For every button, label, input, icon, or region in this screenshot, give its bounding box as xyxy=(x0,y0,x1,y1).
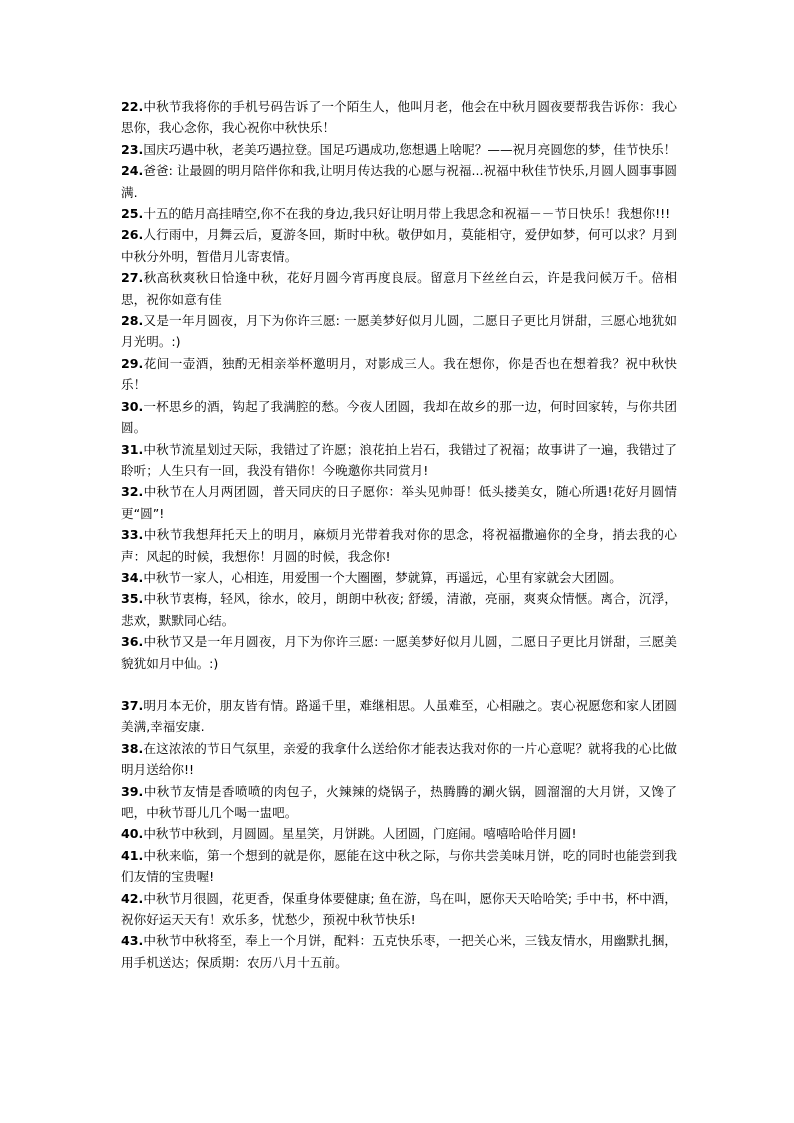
message-entry xyxy=(121,439,677,482)
entry-number: 31. xyxy=(121,441,144,457)
entry-number: 38. xyxy=(121,740,144,756)
message-entry xyxy=(121,588,677,631)
entry-number: 40. xyxy=(121,826,144,842)
entry-text: 中秋节月很圆，花更香，保重身体要健康; 鱼在游，鸟在叫，愿你天天哈哈笑; 手中书，杯中酒，祝你好运天天有！欢乐多，忧愁少，预祝中秋节快乐! xyxy=(121,890,677,928)
message-entry xyxy=(121,930,677,973)
message-entry xyxy=(121,481,677,524)
entry-text: 又是一年月圆夜，月下为你许三愿: 一愿美梦好似月儿圆，二愿日子更比月饼甜，三愿心地犹如月光明。:) xyxy=(121,313,677,350)
entry-text: 中秋节流星划过天际，我错过了许愿；浪花拍上岩石，我错过了祝福；故事讲了一遍，我错过了聆听；人生只有一回，我没有错你！今晚邀你共同赏月! xyxy=(121,441,677,478)
entry-number: 42. xyxy=(121,890,144,906)
entry-number: 43. xyxy=(121,933,144,949)
entry-text: 中秋节又是一年月圆夜，月下为你许三愿: 一愿美梦好似月儿圆，二愿日子更比月饼甜，三愿美貌犹如月中仙。:) xyxy=(121,634,677,671)
message-list-part-2 xyxy=(121,695,677,973)
entry-text: 中秋节友情是香喷喷的肉包子，火辣辣的烧锅子，热腾腾的涮火锅，圆溜溜的大月饼，又馋了吧，中秋节哥儿几个喝一盅吧。 xyxy=(121,783,677,820)
message-entry xyxy=(121,781,677,824)
entry-text: 爸爸: 让最圆的明月陪伴你和我,让明月传达我的心愿与祝福...祝福中秋佳节快乐,月圆人圆事事圆满. xyxy=(121,163,677,200)
entry-number: 28. xyxy=(121,313,144,329)
message-entry xyxy=(121,845,677,888)
message-entry xyxy=(121,224,677,267)
entry-text: 十五的皓月高挂晴空,你不在我的身边,我只好让明月带上我思念和祝福－－节日快乐！我想你!!! xyxy=(143,206,671,222)
entry-text: 花间一壶酒，独酌无相亲举杯邀明月，对影成三人。我在想你，你是否也在想着我？祝中秋快乐！ xyxy=(121,355,677,393)
entry-number: 39. xyxy=(121,783,144,799)
entry-number: 32. xyxy=(121,484,144,500)
entry-text: 一杯思乡的酒，钩起了我满腔的愁。今夜人团圆，我却在故乡的那一边，何时回家转，与你共团圆。 xyxy=(121,398,677,436)
entry-number: 27. xyxy=(121,270,144,286)
message-entry xyxy=(121,203,677,224)
entry-text: 人行雨中，月舞云后，夏游冬回，斯时中秋。敬伊如月，莫能相守，爱伊如梦，何可以求？月到中秋分外明，暂借月儿寄衷情。 xyxy=(121,227,677,264)
message-entry xyxy=(121,139,677,160)
entry-text: 国庆巧遇中秋，老美巧遇拉登。国足巧遇成功,您想遇上啥呢？——祝月亮圆您的梦，佳节快乐！ xyxy=(143,141,677,157)
message-entry xyxy=(121,888,677,931)
entry-number: 25. xyxy=(121,206,144,222)
message-list-part-1 xyxy=(121,96,677,674)
entry-number: 23. xyxy=(121,141,144,157)
document-body xyxy=(121,96,677,973)
entry-number: 35. xyxy=(121,591,144,607)
message-entry xyxy=(121,823,677,844)
message-entry xyxy=(121,695,677,738)
entry-number: 37. xyxy=(121,697,144,713)
entry-number: 41. xyxy=(121,847,144,863)
entry-text: 中秋节中秋到，月圆圆。星星笑，月饼跳。人团圆，门庭闹。嘻嘻哈哈伴月圆! xyxy=(143,826,577,842)
entry-text: 明月本无价，朋友皆有情。路遥千里，难继相思。人虽难至，心相融之。衷心祝愿您和家人团圆美满,幸福安康. xyxy=(121,697,677,735)
message-entry xyxy=(121,738,677,781)
message-entry xyxy=(121,567,677,588)
blank-line-separator xyxy=(121,674,677,695)
message-entry xyxy=(121,310,677,353)
entry-text: 秋高秋爽秋日恰逢中秋，花好月圆今宵再度良辰。留意月下丝丝白云，许是我问候万千。倍相思，祝你如意有佳 xyxy=(121,270,677,307)
entry-text: 在这浓浓的节日气氛里，亲爱的我拿什么送给你才能表达我对你的一片心意呢？就将我的心比做明月送给你!! xyxy=(121,740,677,778)
entry-text: 中秋节中秋将至，奉上一个月饼，配料：五克快乐枣，一把关心米，三钱友情水，用幽默扎捆，用手机送达；保质期：农历八月十五前。 xyxy=(121,933,677,970)
entry-text: 中秋节在人月两团圆，普天同庆的日子愿你：举头见帅哥！低头搂美女，随心所遇!花好月圆情更“圆”! xyxy=(121,484,677,521)
message-entry xyxy=(121,396,677,439)
message-entry xyxy=(121,160,677,203)
message-entry xyxy=(121,631,677,674)
message-entry xyxy=(121,267,677,310)
message-entry xyxy=(121,353,677,396)
entry-number: 30. xyxy=(121,398,144,414)
entry-number: 26. xyxy=(121,227,144,243)
entry-text: 中秋节我将你的手机号码告诉了一个陌生人，他叫月老，他会在中秋月圆夜要帮我告诉你：我心思你，我心念你，我心祝你中秋快乐！ xyxy=(121,99,677,136)
entry-number: 24. xyxy=(121,163,144,179)
message-entry xyxy=(121,524,677,567)
entry-number: 29. xyxy=(121,355,144,371)
entry-number: 33. xyxy=(121,527,144,543)
entry-text: 中秋来临，第一个想到的就是你，愿能在这中秋之际，与你共尝美味月饼，吃的同时也能尝到我们友情的宝贵喔! xyxy=(121,847,677,885)
entry-number: 22. xyxy=(121,99,144,114)
entry-number: 36. xyxy=(121,634,144,650)
entry-text: 中秋节衷梅，轻风，徐水，皎月，朗朗中秋夜; 舒缓，清澈，亮丽，爽爽众情惬。离合，沉浮，悲欢，默默同心结。 xyxy=(121,591,677,628)
entry-number: 34. xyxy=(121,569,144,585)
message-entry xyxy=(121,96,677,139)
entry-text: 中秋节我想拜托天上的明月，麻烦月光带着我对你的思念，将祝福撒遍你的全身，捎去我的心声：风起的时候，我想你！月圆的时候，我念你! xyxy=(121,527,677,564)
entry-text: 中秋节一家人，心相连，用爱围一个大圈圈，梦就算，再遥远，心里有家就会大团圆。 xyxy=(143,569,622,585)
